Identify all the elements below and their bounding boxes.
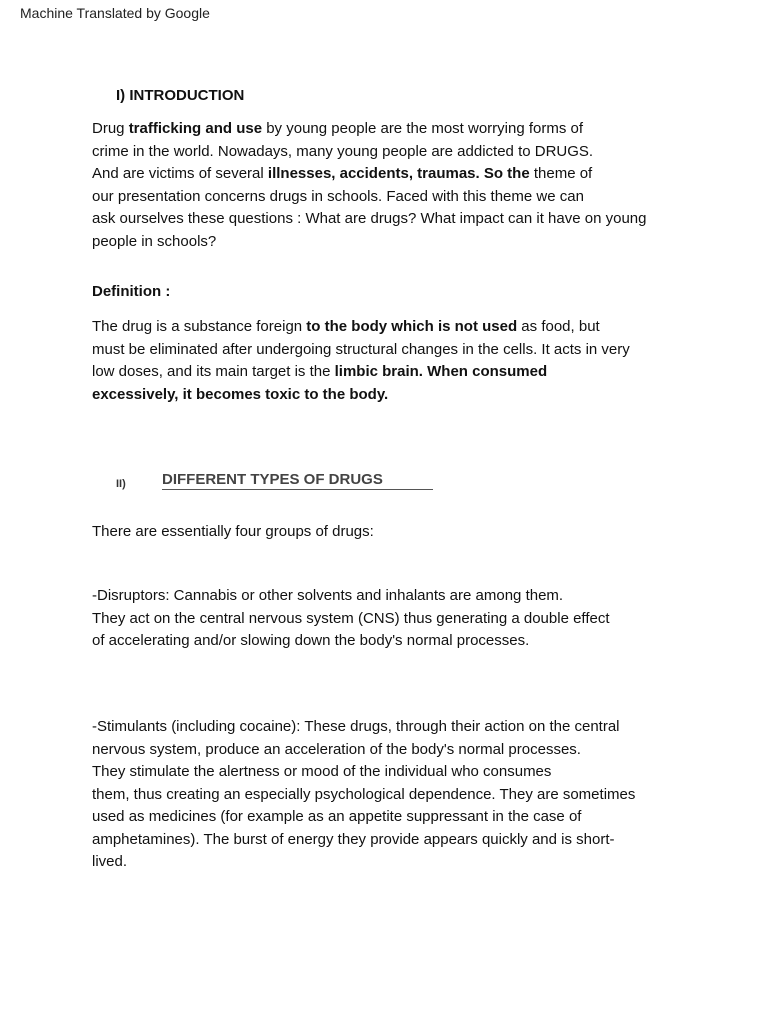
- text-run: -Disruptors: Cannabis or other solvents and inhalants are among them.: [92, 587, 564, 604]
- text-run: them, thus creating an especially psychological dependence. They are sometimes: [92, 785, 636, 803]
- text-line: [92, 118, 732, 141]
- text-line: [92, 384, 732, 407]
- text-run: used as medicines (for example as an appetite suppressant in the case of: [92, 808, 582, 825]
- bold-text: limbic brain. When consumed: [334, 363, 548, 380]
- text-run: by young people are the most worrying forms of: [262, 120, 584, 137]
- text-line: [92, 630, 732, 653]
- text-line: [92, 208, 732, 231]
- bold-text: illnesses, accidents, traumas. So the: [267, 165, 530, 182]
- text-line: [92, 141, 732, 164]
- text-run: as food, but: [517, 318, 600, 335]
- text-line: [92, 339, 732, 362]
- text-line: [92, 851, 732, 874]
- groups-intro-paragraph: [92, 521, 732, 544]
- definition-heading: Definition :: [92, 283, 171, 300]
- text-run: crime in the world. Nowadays, many young people are addicted to DRUGS.: [92, 142, 594, 160]
- stimulants-paragraph: [92, 716, 732, 874]
- text-run: our presentation concerns drugs in schools. Faced with this theme we can: [92, 187, 584, 205]
- text-line: [92, 806, 732, 829]
- text-run: They stimulate the alertness or mood of the individual who consumes: [92, 763, 552, 780]
- text-line: [92, 829, 732, 852]
- section-number: II): [116, 478, 126, 490]
- text-run: must be eliminated after undergoing structural changes in the cells. It acts in very: [92, 340, 630, 358]
- section-title: DIFFERENT TYPES OF DRUGS: [162, 471, 433, 490]
- intro-heading: I) INTRODUCTION: [116, 87, 245, 104]
- text-run: ask ourselves these questions : What are drugs? What impact can it have on young: [92, 210, 647, 227]
- text-run: The drug is a substance foreign: [92, 318, 307, 335]
- text-line: [92, 521, 732, 544]
- text-line: [92, 608, 732, 631]
- text-run: low doses, and its main target is the: [92, 363, 335, 380]
- bold-text: excessively, it becomes toxic to the body.: [92, 385, 389, 403]
- bold-text: trafficking and use: [128, 120, 263, 137]
- text-run: -Stimulants (including cocaine): These drugs, through their action on the central: [92, 718, 620, 735]
- text-line: [92, 585, 732, 608]
- text-run: theme of: [529, 165, 593, 182]
- text-line: [92, 784, 732, 807]
- translation-banner: Machine Translated by Google: [20, 5, 210, 21]
- intro-paragraph: [92, 118, 732, 253]
- text-line: [92, 186, 732, 209]
- bold-text: to the body which is not used: [306, 318, 518, 335]
- disruptors-paragraph: [92, 585, 732, 653]
- text-line: [92, 739, 732, 762]
- text-run: There are essentially four groups of drugs:: [92, 523, 374, 540]
- text-run: They act on the central nervous system (CNS) thus generating a double effect: [92, 609, 610, 627]
- text-line: [92, 761, 732, 784]
- text-line: [92, 163, 732, 186]
- text-line: [92, 716, 732, 739]
- text-run: lived.: [92, 853, 128, 870]
- text-run: nervous system, produce an acceleration of the body's normal processes.: [92, 740, 581, 758]
- text-run: Drug: [92, 120, 129, 137]
- text-run: people in schools?: [92, 232, 217, 250]
- text-run: And are victims of several: [92, 165, 268, 182]
- text-line: [92, 231, 732, 254]
- text-run: of accelerating and/or slowing down the body's normal processes.: [92, 632, 530, 649]
- text-line: [92, 316, 732, 339]
- definition-paragraph: [92, 316, 732, 406]
- text-run: amphetamines). The burst of energy they provide appears quickly and is short-: [92, 830, 615, 848]
- text-line: [92, 361, 732, 384]
